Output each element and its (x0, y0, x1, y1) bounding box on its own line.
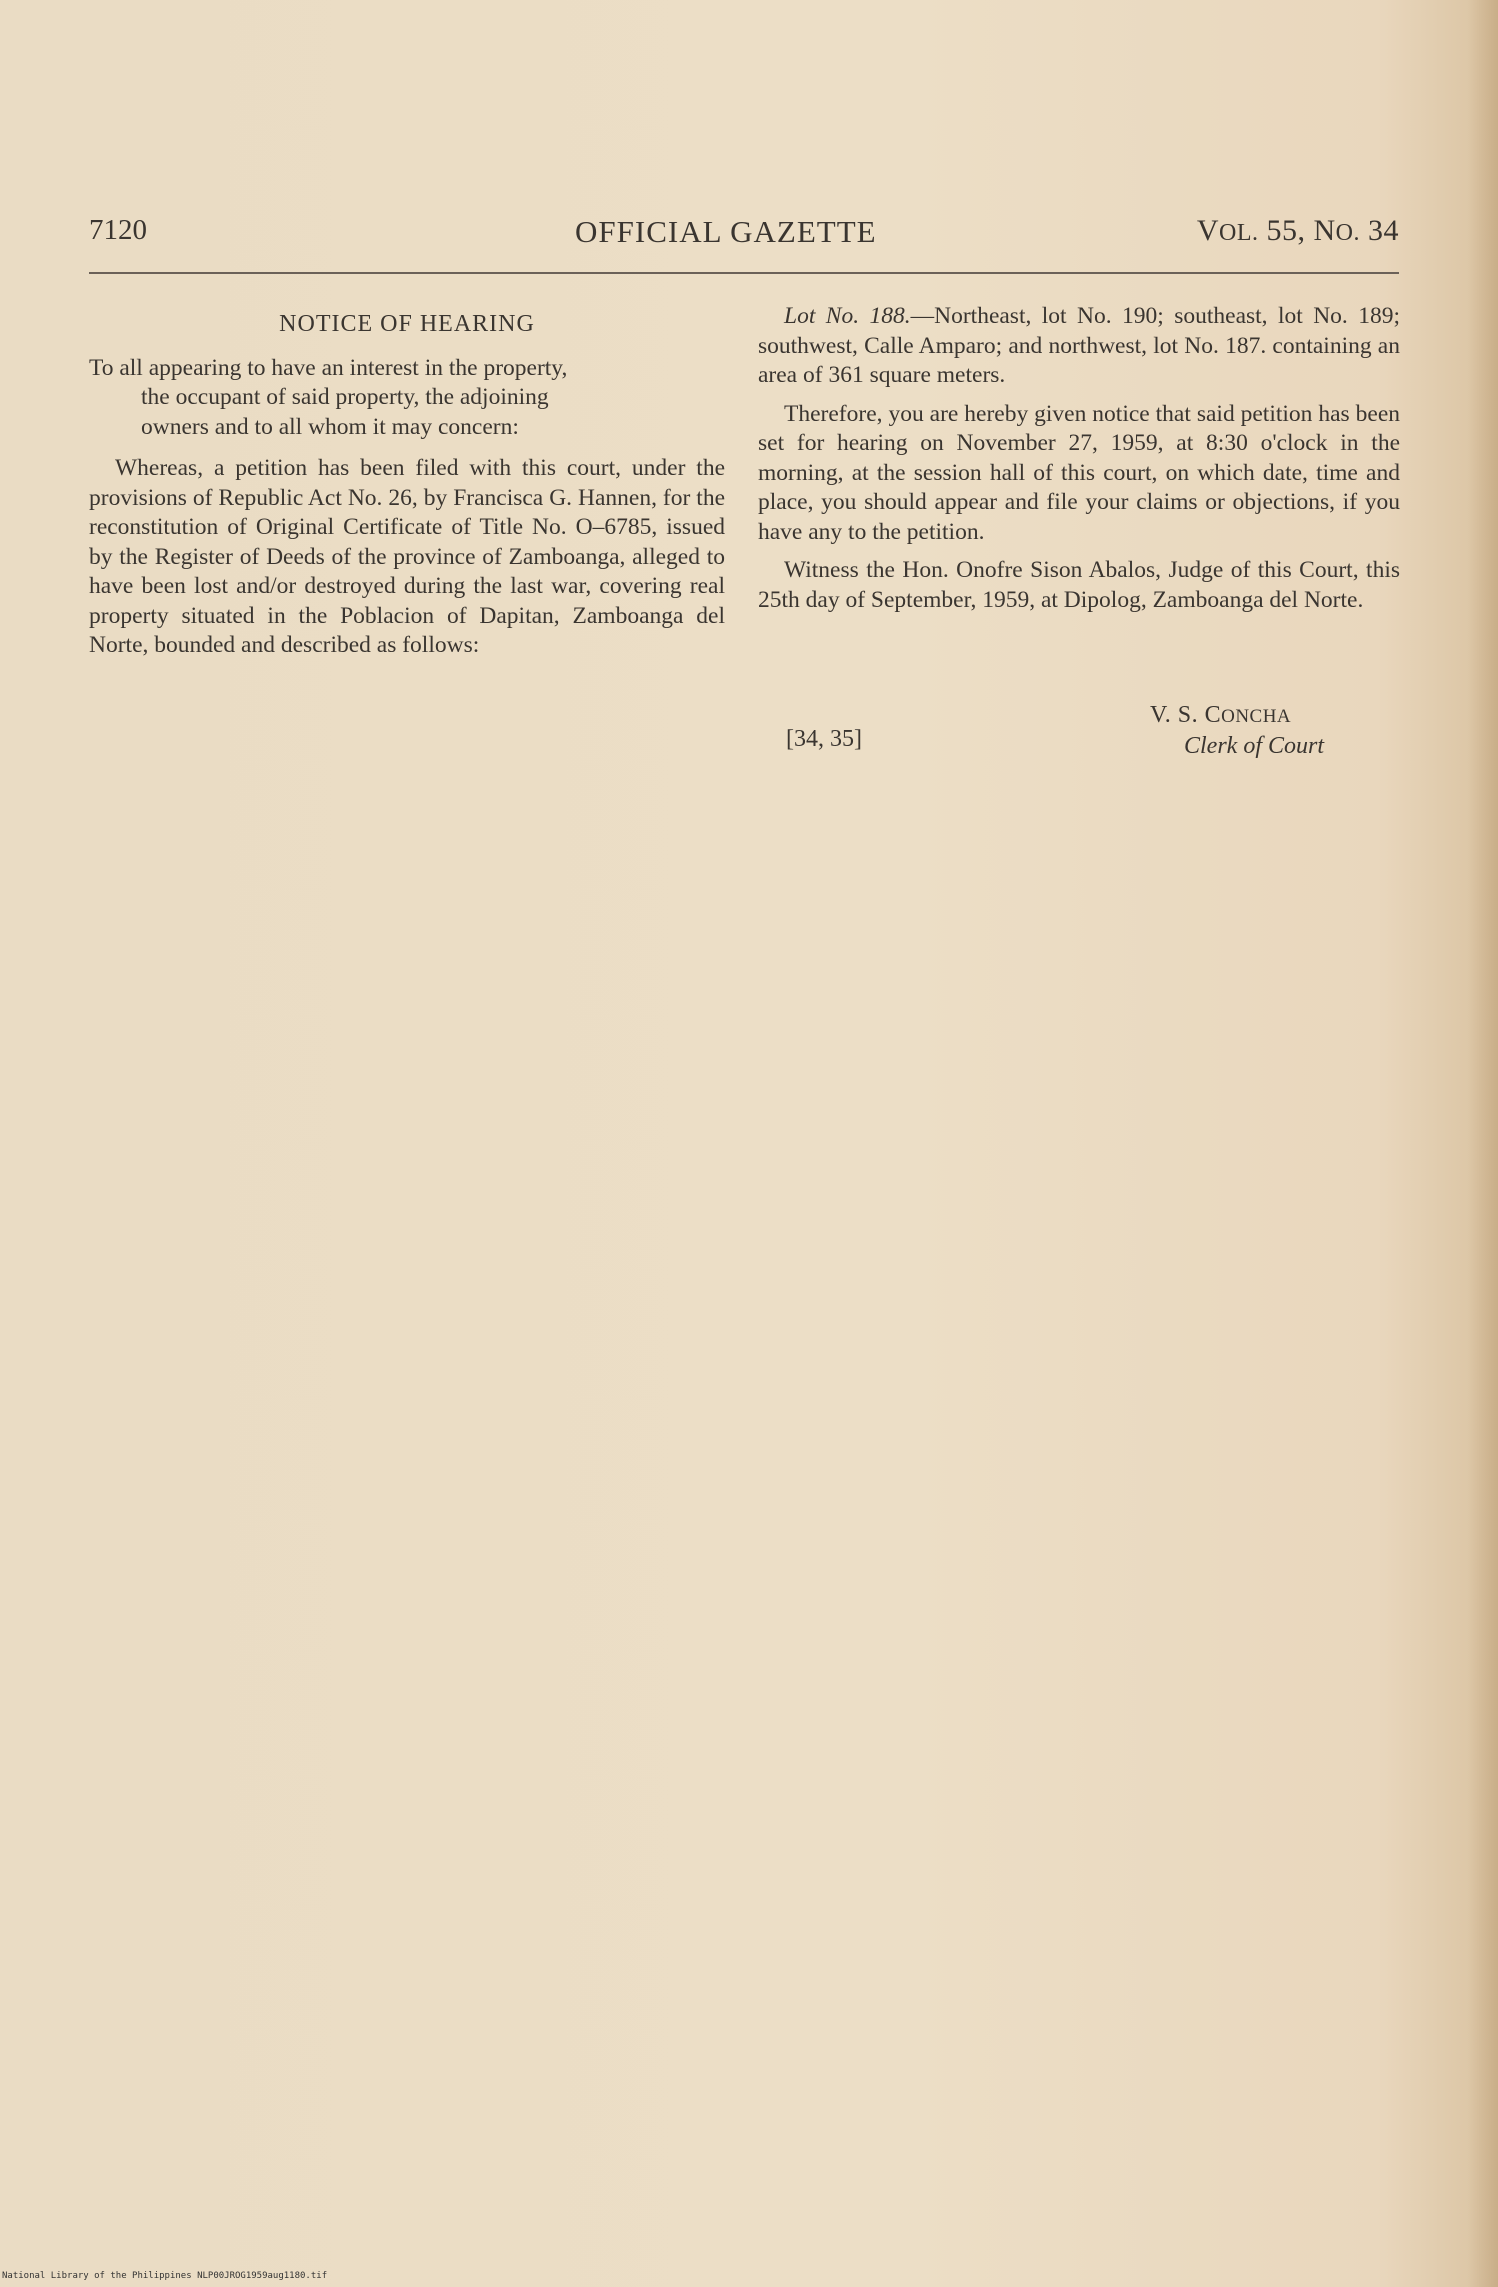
publication-title: OFFICIAL GAZETTE (575, 214, 877, 249)
scan-footer: National Library of the Philippines NLP00JROG1959aug1180.tif (2, 2271, 328, 2281)
therefore-paragraph: Therefore, you are hereby given notice that said petition has been set for hearing on November 27, 1959, at 8:30 o'clock in the morning, at the session hall of this court, on which date, time and place, you should appear and file your claims or objections, if you have any to the petition. (758, 400, 1400, 545)
witness-paragraph: Witness the Hon. Onofre Sison Abalos, Judge of this Court, this 25th day of September, 1959, at Dipolog, Zamboanga del Norte. (758, 557, 1400, 613)
right-column (758, 302, 1400, 615)
lot-description: Lot No. 188.—Northeast, lot No. 190; southeast, lot No. 189; southwest, Calle Amparo; and northwest, lot No. 187. containing an area of 361 square meters. (758, 303, 1401, 388)
page-header (89, 210, 1399, 260)
page-edge-shadow (1468, 0, 1498, 2287)
header-rule (89, 272, 1399, 274)
lot-label: Lot No. 188. (784, 303, 911, 329)
signatory-title: Clerk of Court (1184, 733, 1325, 759)
issue-reference: [34, 35] (786, 726, 862, 752)
page-number: 7120 (89, 214, 147, 246)
notice-title: NOTICE OF HEARING (279, 311, 535, 337)
notice-address: To all appearing to have an interest in the property, the occupant of said property, the adjoining owners and to all whom it may concern: (89, 354, 568, 440)
whereas-paragraph: Whereas, a petition has been filed with this court, under the provisions of Republic Act No. 26, by Francisca G. Hannen, for the reconstitution of Original Certificate of Title No. O–6785, issued by the Register of Deeds of the province of Zamboanga, alleged to have been lost and/or destroyed during the last war, covering real property situated in the Poblacion of Dapitan, Zamboanga del Norte, bounded and described as follows: (89, 455, 725, 658)
volume-number: VOL. 55, NO. 34 (1196, 214, 1399, 247)
signatory-name: V. S. CONCHA (1150, 702, 1292, 728)
left-column (89, 310, 725, 661)
